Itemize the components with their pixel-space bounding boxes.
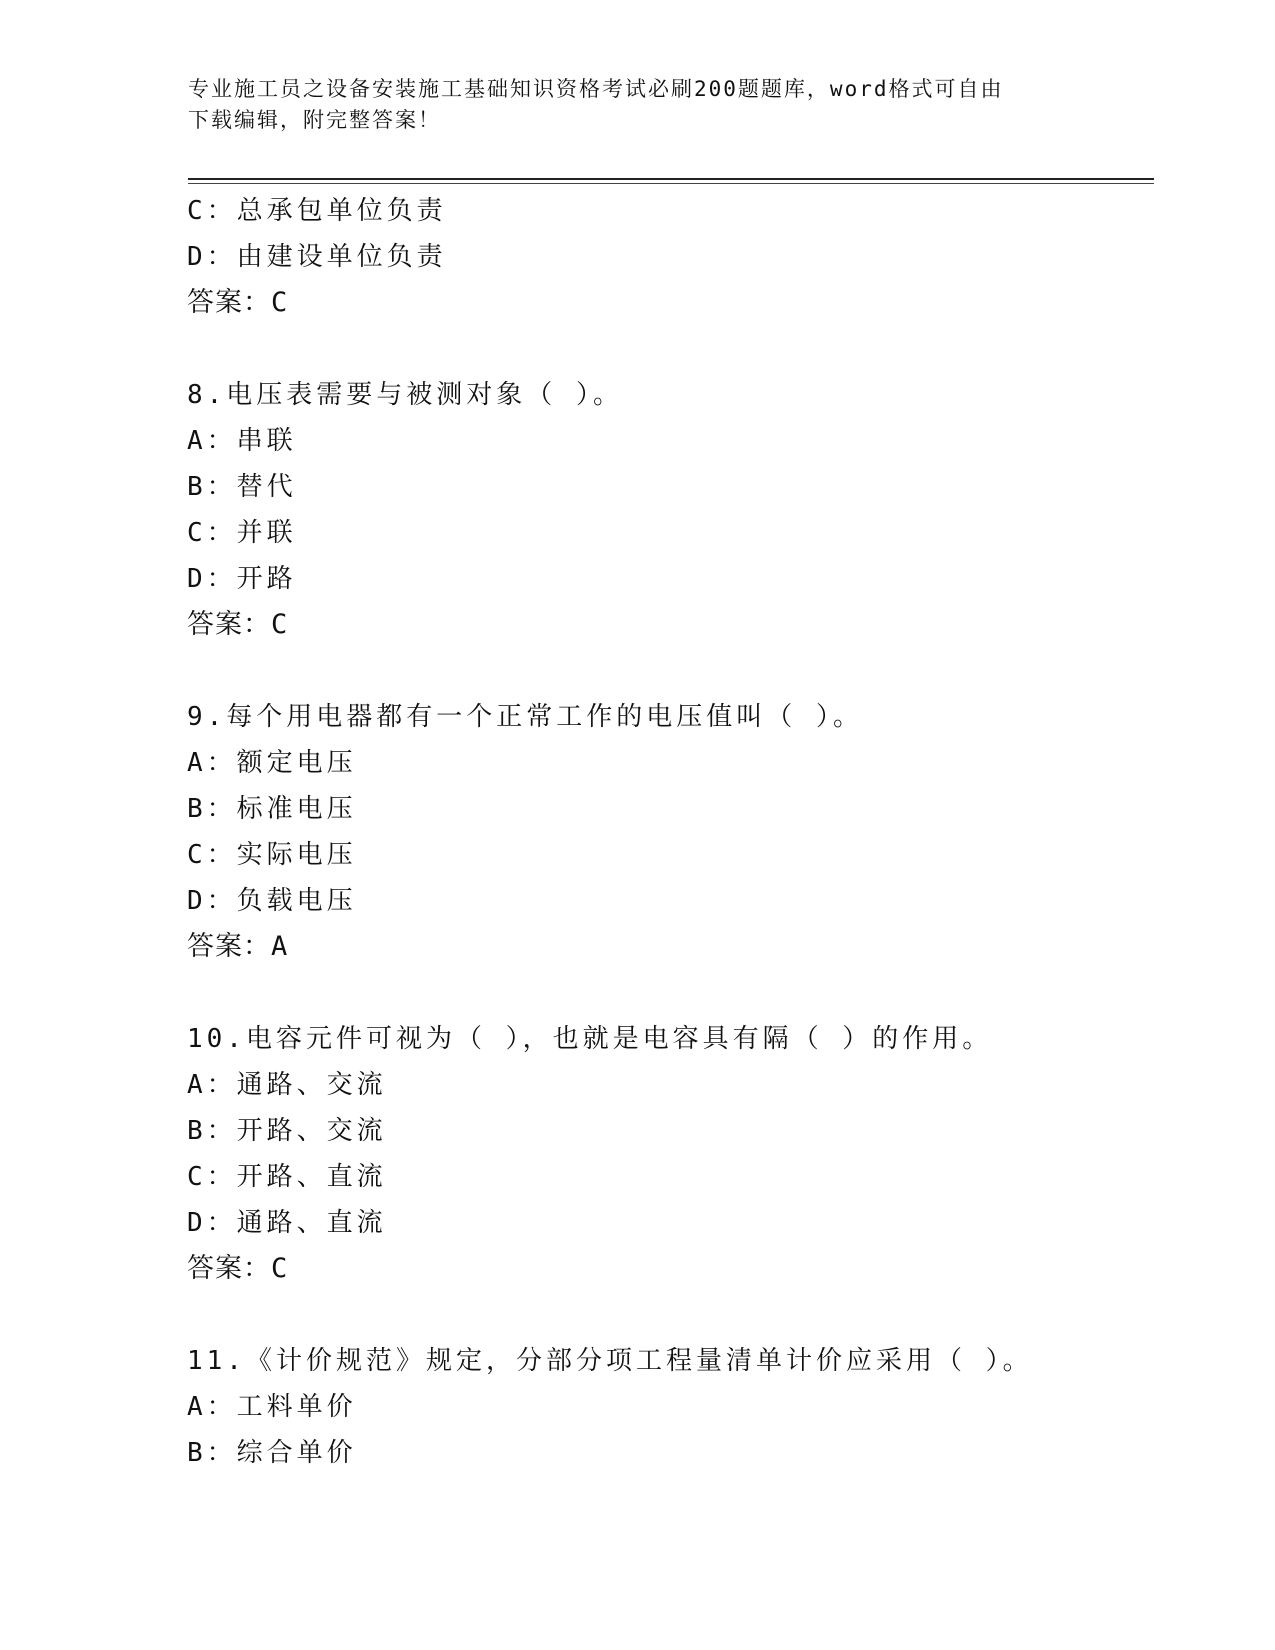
question-text: 10.电容元件可视为（ ），也就是电容具有隔（ ）的作用。 bbox=[187, 1024, 993, 1054]
answer-label: 答案：C bbox=[187, 609, 289, 640]
document-header bbox=[188, 74, 1088, 136]
option-c: C：开路、直流 bbox=[187, 1162, 387, 1192]
answer-label: 答案：C bbox=[187, 1253, 289, 1284]
answer-label: 答案：A bbox=[187, 931, 289, 962]
question-list bbox=[187, 188, 1167, 1476]
option-c: C：实际电压 bbox=[187, 840, 357, 870]
option-d: D：通路、直流 bbox=[187, 1208, 387, 1238]
option-d: D：开路 bbox=[187, 564, 297, 594]
option-a: A：额定电压 bbox=[187, 748, 357, 778]
question-9 bbox=[187, 694, 1167, 970]
question-text: 11.《计价规范》规定，分部分项工程量清单计价应采用（ ）。 bbox=[187, 1346, 1033, 1376]
spacer bbox=[187, 1292, 1167, 1338]
header-line-2: 下载编辑，附完整答案！ bbox=[188, 108, 441, 132]
spacer bbox=[187, 970, 1167, 1016]
question-11 bbox=[187, 1338, 1167, 1476]
question-text: 9.每个用电器都有一个正常工作的电压值叫（ ）。 bbox=[187, 702, 863, 732]
option-a: A：通路、交流 bbox=[187, 1070, 387, 1100]
header-divider-thick bbox=[188, 178, 1154, 180]
option-d: D：负载电压 bbox=[187, 886, 357, 916]
question-7-continued bbox=[187, 188, 1167, 326]
answer-label: 答案：C bbox=[187, 287, 289, 318]
question-8 bbox=[187, 372, 1167, 648]
spacer bbox=[187, 648, 1167, 694]
option-b: B：开路、交流 bbox=[187, 1116, 387, 1146]
header-line-1: 专业施工员之设备安装施工基础知识资格考试必刷200题题库，word格式可自由 bbox=[188, 77, 1004, 101]
question-text: 8.电压表需要与被测对象（ ）。 bbox=[187, 380, 623, 410]
option-b: B：替代 bbox=[187, 472, 297, 502]
option-c: C：并联 bbox=[187, 518, 297, 548]
option-a: A：工料单价 bbox=[187, 1392, 357, 1422]
option-d: D：由建设单位负责 bbox=[187, 242, 447, 272]
option-c: C：总承包单位负责 bbox=[187, 196, 447, 226]
question-10 bbox=[187, 1016, 1167, 1292]
option-b: B：综合单价 bbox=[187, 1438, 357, 1468]
option-b: B：标准电压 bbox=[187, 794, 357, 824]
option-a: A：串联 bbox=[187, 426, 297, 456]
header-divider-thin bbox=[188, 183, 1154, 184]
spacer bbox=[187, 326, 1167, 372]
